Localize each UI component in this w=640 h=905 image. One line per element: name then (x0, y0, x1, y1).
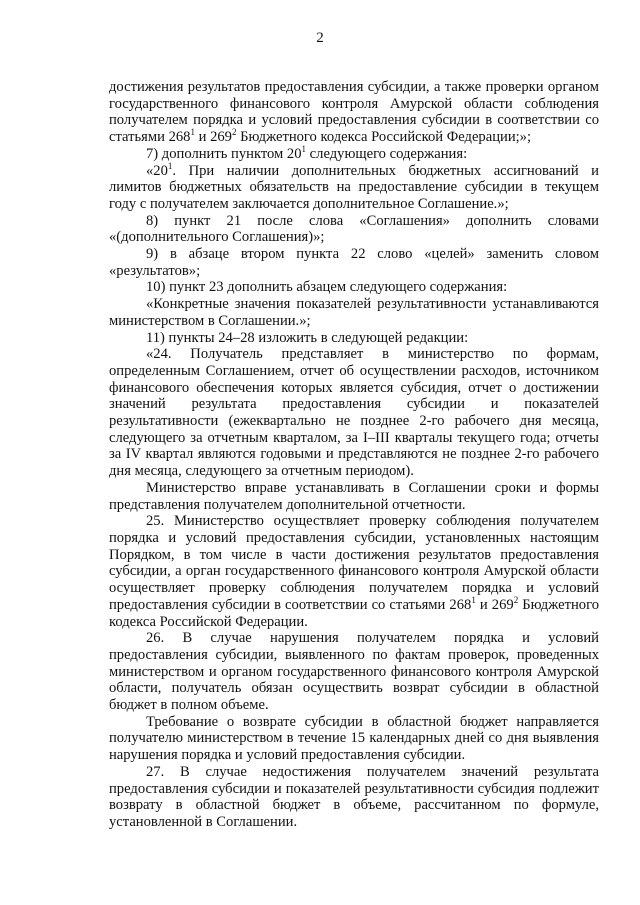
paragraph (109, 513, 599, 630)
text-run: и 269 (475, 596, 514, 613)
text-run: . При наличии дополнительных бюджетных ассигнований и лимитов бюджетных обязательств на предоставление субсидии в текущем году с получателем заключается дополнительное Соглашение.»; (109, 162, 599, 212)
page-number: 2 (316, 30, 324, 46)
paragraph (109, 330, 599, 347)
text-run: 11) пункты 24–28 изложить в следующей редакции: (146, 329, 469, 346)
paragraph (109, 246, 599, 279)
paragraph (109, 480, 599, 513)
superscript: 1 (301, 143, 307, 154)
text-run: 9) в абзаце втором пункта 22 слово «целей» заменить словом «результатов»; (109, 246, 599, 279)
paragraph (109, 764, 599, 831)
text-run: Бюджетного кодекса Российской Федерации. (109, 596, 600, 630)
superscript: 1 (471, 594, 476, 605)
text-run: и 269 (194, 129, 232, 146)
paragraph (109, 143, 599, 163)
text-run: 8) пункт 21 после слова «Соглашения» дополнить словами «(дополнительного Соглашения)»; (109, 212, 599, 246)
text-run: 10) пункт 23 дополнить абзацем следующего содержания: (146, 279, 508, 296)
text-run: Требование о возврате субсидии в областной бюджет направляется получателю министерством в течение 15 календарных дней со дня выявления нарушения порядка и условий предоставления субсидии. (109, 713, 599, 764)
superscript: 1 (190, 127, 195, 138)
paragraph (109, 279, 599, 296)
text-run: следующего содержания: (306, 145, 468, 162)
superscript: 1 (167, 160, 173, 171)
superscript: 2 (513, 594, 519, 605)
paragraph (109, 296, 599, 329)
text-run: Бюджетного кодекса Российской Федерации;»; (236, 129, 532, 146)
superscript: 2 (231, 127, 237, 138)
text-run: 25. Министерство осуществляет проверку соблюдения получателем порядка и условий предоставления субсидии, установленных настоящим Порядком, в том числе в части достижения результатов предоставления субсидии, а орган государственного финансового контроля Амурской области осуществляет проверку соблюдения получателем порядка и условий предоставления субсидии в соответствии со статьями 268 (109, 513, 599, 613)
paragraph (109, 346, 599, 480)
document-body (109, 79, 599, 831)
text-run: 7) дополнить пунктом 20 (146, 145, 302, 162)
paragraph (109, 714, 599, 764)
text-run: достижения результатов предоставления субсидии, а также проверки органом государственного финансового контроля Амурской области соблюдения получателем порядка и условий предоставления субсидии в соответствии со статьями 268 (109, 79, 599, 146)
text-run: «Конкретные значения показателей результативности устанавливаются министерством в Соглашении.»; (109, 296, 599, 329)
paragraph (109, 213, 599, 246)
text-run: Министерство вправе устанавливать в Соглашении сроки и формы представления получателем дополнительной отчетности. (109, 479, 599, 513)
text-run: «24. Получатель представляет в министерство по формам, определенным Соглашением, отчет об осуществлении расходов, источником финансового обеспечения которых является субсидия, отчет о достижении значений результата предоставления субсидии и показателей результативности (ежеквартально не позднее 2-го рабочего дня месяца, следующего за отчетным кварталом, за I–III кварталы текущего года; отчеты за IV квартал являются годовыми и представляются не позднее 2-го рабочего дня месяца, следующего за отчетным периодом). (109, 346, 599, 480)
paragraph (109, 630, 599, 714)
paragraph (109, 160, 599, 213)
paragraph (109, 79, 599, 146)
text-run: «20 (146, 162, 168, 179)
text-run: 26. В случае нарушения получателем порядка и условий предоставления субсидии, выявленного по фактам проверок, проведенных министерством и органом государственного финансового контроля Амурской области, получатель обязан осуществить возврат субсидии в областной бюджет в полном объеме. (109, 630, 599, 714)
text-run: 27. В случае недостижения получателем значений результата предоставления субсидии и показателей результативности субсидия подлежит возврату в областной бюджет в объеме, рассчитанном по формуле, установленной в Соглашении. (109, 763, 599, 830)
